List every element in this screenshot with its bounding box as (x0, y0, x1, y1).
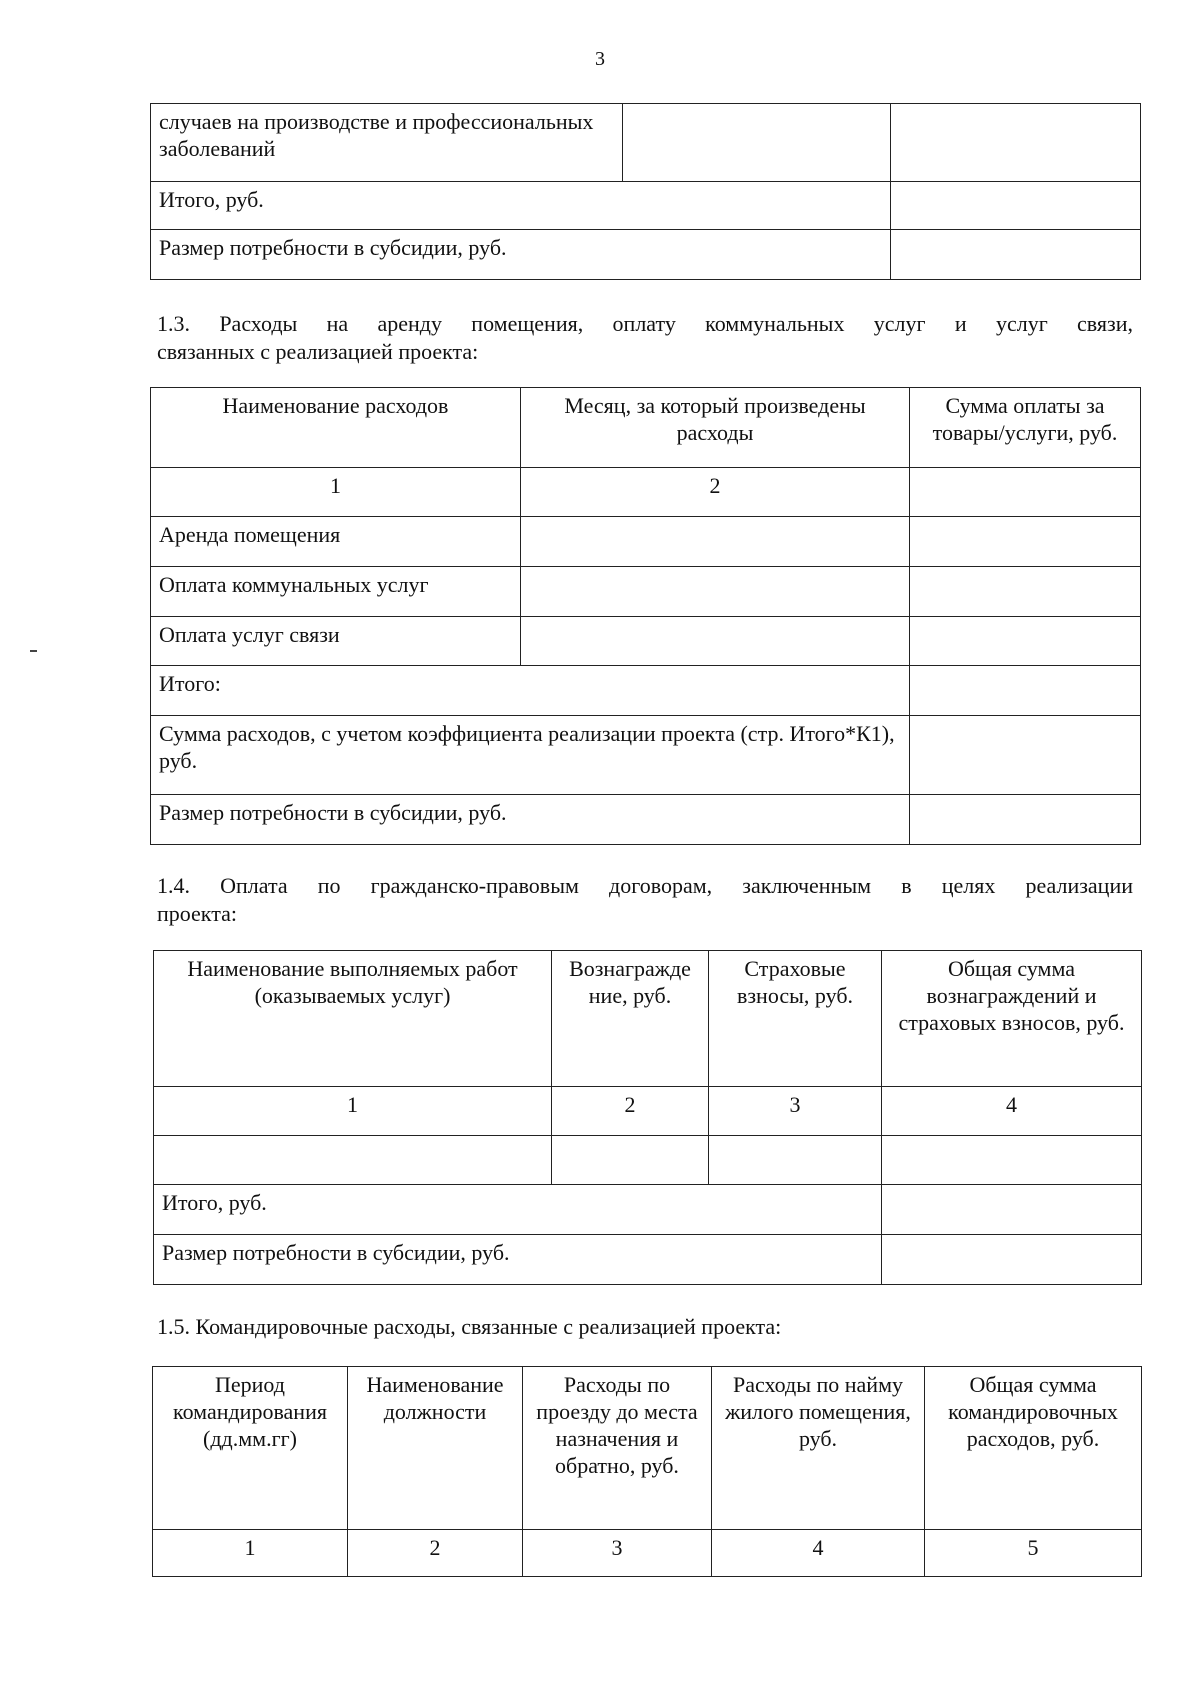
table-row-continued: случаев на производстве и профессиональных заболеваний (151, 104, 623, 182)
table-cell-empty (521, 617, 910, 666)
table-cell-empty (521, 517, 910, 567)
table-cell-empty (521, 567, 910, 617)
column-header: Вознагражде ние, руб. (552, 951, 709, 1087)
column-number: 1 (153, 1530, 348, 1577)
subsidy-value-cell (910, 795, 1141, 845)
subsidy-label: Размер потребности в субсидии, руб. (151, 230, 891, 280)
table-row-label: Оплата услуг связи (151, 617, 521, 666)
column-header: Наименование должности (348, 1367, 523, 1530)
subsidy-value-cell (891, 230, 1141, 280)
column-header: Расходы по проезду до места назначения и обратно, руб. (523, 1367, 712, 1530)
column-number: 2 (552, 1087, 709, 1136)
section-1-5-heading: 1.5. Командировочные расходы, связанные с реализацией проекта: (157, 1314, 782, 1339)
table-row-label: Оплата коммунальных услуг (151, 567, 521, 617)
column-header: Расходы по найму жилого помещения, руб. (712, 1367, 925, 1530)
table-cell-empty (891, 104, 1141, 182)
subsidy-value-cell (882, 1235, 1142, 1285)
total-label: Итого, руб. (154, 1185, 882, 1235)
total-label: Итого: (151, 666, 910, 716)
sum-value-cell (910, 716, 1141, 795)
table-1-4 (153, 950, 1142, 1285)
column-header: Общая сумма вознаграждений и страховых взносов, руб. (882, 951, 1142, 1087)
table-cell-empty (910, 567, 1141, 617)
column-header: Страховые взносы, руб. (709, 951, 882, 1087)
column-number: 2 (348, 1530, 523, 1577)
column-number (910, 468, 1141, 517)
total-label: Итого, руб. (151, 182, 891, 230)
sum-label: Сумма расходов, с учетом коэффициента реализации проекта (стр. Итого*К1), руб. (151, 716, 910, 795)
column-number: 1 (151, 468, 521, 517)
table-row-label: Аренда помещения (151, 517, 521, 567)
subsidy-label: Размер потребности в субсидии, руб. (151, 795, 910, 845)
column-number: 4 (712, 1530, 925, 1577)
total-value-cell (910, 666, 1141, 716)
column-header: Месяц, за который произведены расходы (521, 388, 910, 468)
table-cell-empty (154, 1136, 552, 1185)
total-value-cell (882, 1185, 1142, 1235)
column-number: 3 (523, 1530, 712, 1577)
table-cell-empty (552, 1136, 709, 1185)
table-cell-empty (709, 1136, 882, 1185)
column-header: Наименование выполняемых работ (оказываемых услуг) (154, 951, 552, 1087)
table-1-3 (150, 387, 1141, 845)
table-cell-empty (882, 1136, 1142, 1185)
column-header: Наименование расходов (151, 388, 521, 468)
column-header: Сумма оплаты за товары/услуги, руб. (910, 388, 1141, 468)
column-number: 1 (154, 1087, 552, 1136)
column-number: 2 (521, 468, 910, 517)
section-1-3-heading-cont: связанных с реализацией проекта: (157, 339, 479, 364)
column-number: 5 (925, 1530, 1142, 1577)
column-number: 3 (709, 1087, 882, 1136)
page-number: 3 (595, 48, 605, 70)
subsidy-label: Размер потребности в субсидии, руб. (154, 1235, 882, 1285)
column-number: 4 (882, 1087, 1142, 1136)
table-1-2-tail (150, 103, 1141, 280)
margin-mark (30, 650, 37, 652)
section-1-4-heading: 1.4. Оплата по гражданско-правовым договорам, заключенным в целях реализации (157, 873, 1133, 898)
table-1-5 (152, 1366, 1142, 1577)
table-cell-empty (623, 104, 891, 182)
column-header: Период командирования (дд.мм.гг) (153, 1367, 348, 1530)
total-value-cell (891, 182, 1141, 230)
section-1-4-heading-cont: проекта: (157, 901, 237, 926)
column-header: Общая сумма командировочных расходов, руб. (925, 1367, 1142, 1530)
table-cell-empty (910, 517, 1141, 567)
table-cell-empty (910, 617, 1141, 666)
section-1-3-heading: 1.3. Расходы на аренду помещения, оплату коммунальных услуг и услуг связи, (157, 311, 1133, 336)
